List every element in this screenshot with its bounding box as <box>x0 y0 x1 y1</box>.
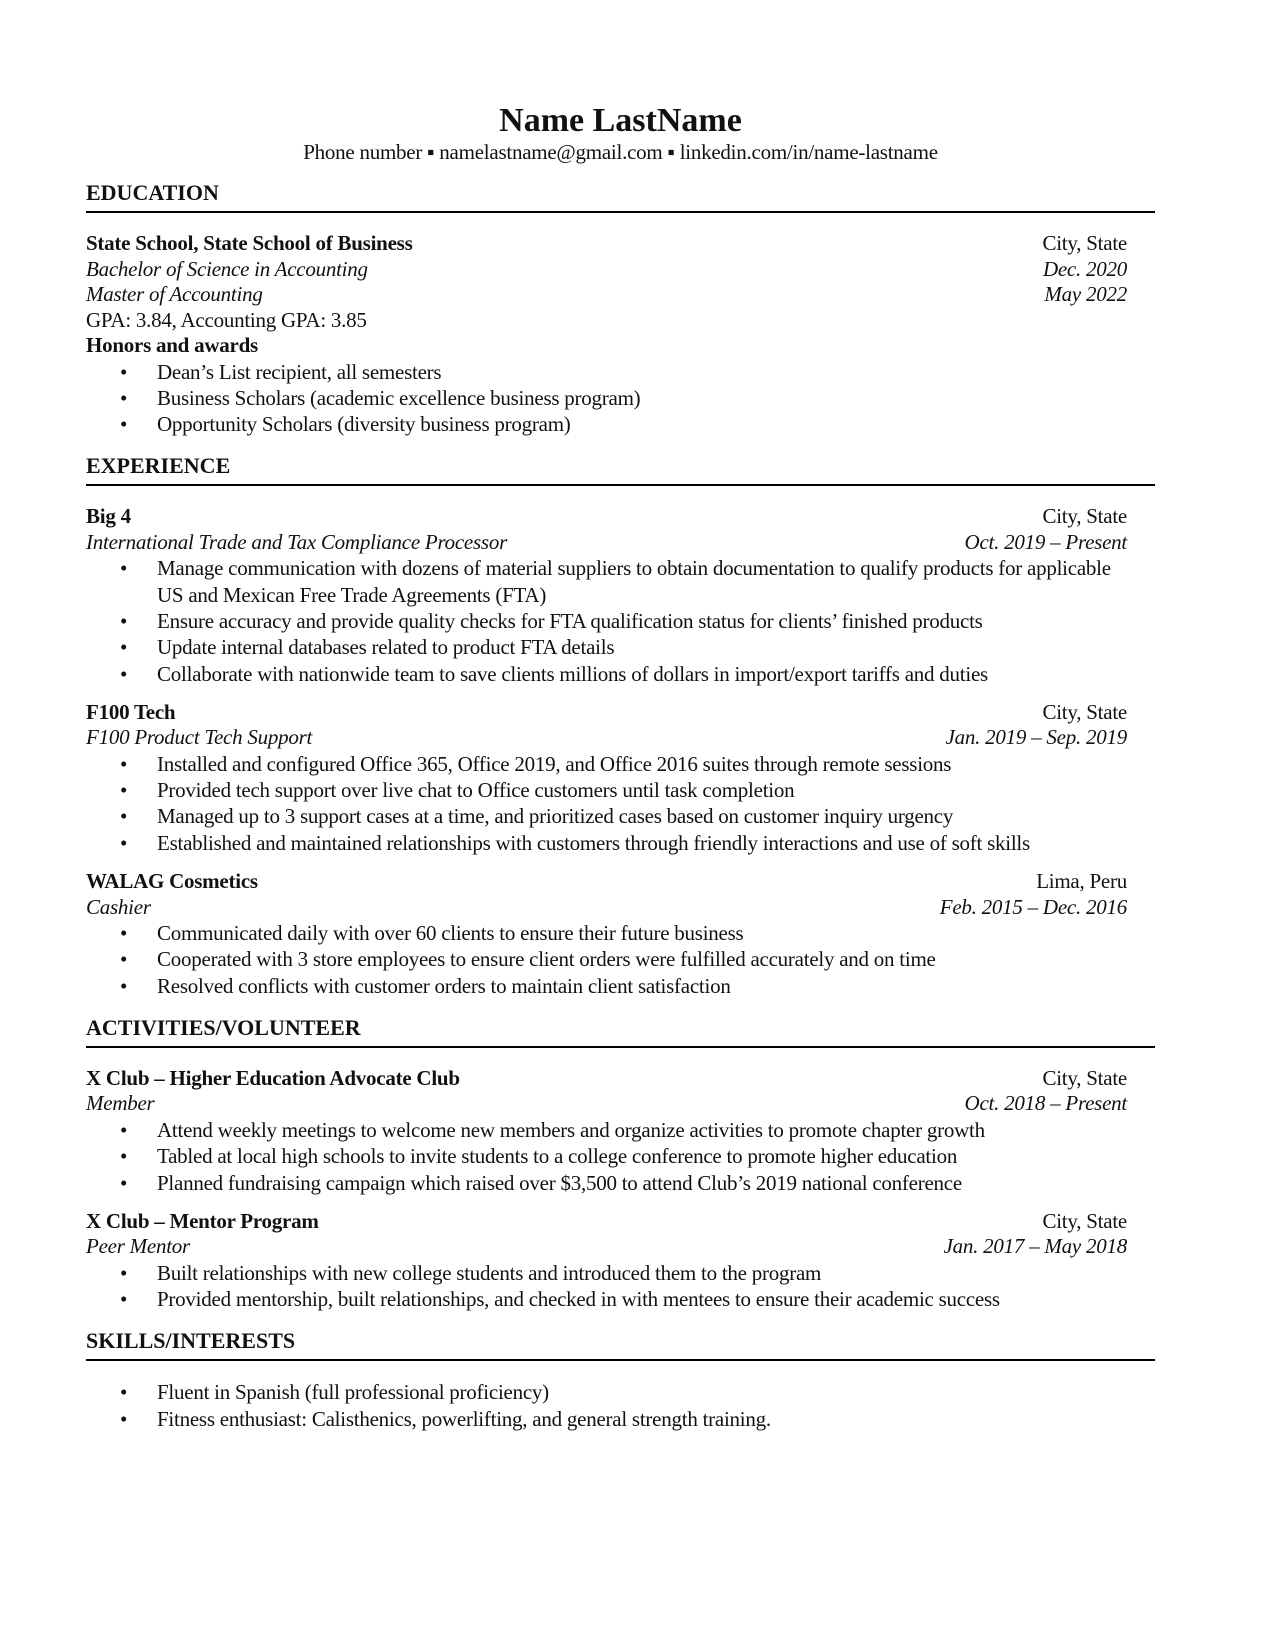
section-title: EDUCATION <box>86 180 219 205</box>
resume-section <box>86 178 1155 437</box>
bullet-item: • Collaborate with nationwide team to save clients millions of dollars in import/export tariffs and duties <box>86 661 1127 687</box>
entry-organization: Big 4 <box>86 504 131 529</box>
resume-page <box>86 100 1155 1445</box>
entry-detail: F100 Product Tech Support <box>86 725 313 750</box>
bullet-item: • Planned fundraising campaign which raised over $3,500 to attend Club’s 2019 national conference <box>86 1170 1127 1196</box>
bullet-item: • Communicated daily with over 60 clients to ensure their future business <box>86 920 1127 946</box>
bullet-list <box>86 920 1127 999</box>
bullet-list <box>86 751 1127 856</box>
entry-location: City, State <box>1042 1208 1127 1233</box>
bullet-item: • Ensure accuracy and provide quality checks for FTA qualification status for clients’ finished products <box>86 608 1127 634</box>
entry-detail: International Trade and Tax Compliance Processor <box>86 529 508 554</box>
entry-location: Lima, Peru <box>1036 869 1127 894</box>
entry-header <box>86 869 1127 895</box>
entry-detail-line <box>86 257 1127 283</box>
entry-detail-line <box>86 895 1127 921</box>
resume-entry <box>86 869 1127 999</box>
entry-date: Jan. 2019 – Sep. 2019 <box>945 725 1127 750</box>
entry-date: Oct. 2019 – Present <box>964 529 1127 554</box>
resume-entry <box>86 504 1127 686</box>
entry-detail: Peer Mentor <box>86 1234 190 1259</box>
entry-date: May 2022 <box>1044 282 1127 306</box>
bullet-list <box>86 555 1127 686</box>
entry-detail: Master of Accounting <box>86 282 263 306</box>
entry-location: City, State <box>1042 231 1127 255</box>
section-divider <box>86 1046 1155 1048</box>
entry-organization: X Club – Mentor Program <box>86 1208 319 1233</box>
bullet-item: • Installed and configured Office 365, Office 2019, and Office 2016 suites through remote sessions <box>86 751 1127 777</box>
bullet-item: • Opportunity Scholars (diversity business program) <box>86 411 1127 437</box>
bullet-item: • Fluent in Spanish (full professional proficiency) <box>86 1379 1127 1405</box>
entry-detail-line <box>86 333 1127 359</box>
entry-location: City, State <box>1042 504 1127 529</box>
bullet-list <box>86 1260 1127 1313</box>
resume-section <box>86 1013 1155 1312</box>
section-title: EXPERIENCE <box>86 453 231 479</box>
bullet-item: • Attend weekly meetings to welcome new members and organize activities to promote chapter growth <box>86 1117 1127 1143</box>
resume-sections <box>86 178 1155 1432</box>
entry-date: Oct. 2018 – Present <box>964 1091 1127 1116</box>
resume-section <box>86 1326 1155 1432</box>
bullet-item: • Business Scholars (academic excellence business program) <box>86 385 1127 411</box>
entry-location: City, State <box>1042 699 1127 724</box>
resume-entry <box>86 231 1127 437</box>
bullet-item: • Dean’s List recipient, all semesters <box>86 359 1127 385</box>
entry-detail-line <box>86 530 1127 556</box>
bullet-item: • Established and maintained relationships with customers through friendly interactions and use of soft skills <box>86 830 1127 856</box>
resume-entry <box>86 1379 1127 1432</box>
bullet-item: • Fitness enthusiast: Calisthenics, powerlifting, and general strength training. <box>86 1406 1127 1432</box>
bullet-item: • Cooperated with 3 store employees to ensure client orders were fulfilled accurately and on time <box>86 946 1127 972</box>
contact-line: Phone number ▪ namelastname@gmail.com ▪ linkedin.com/in/name-lastname <box>303 140 938 164</box>
bullet-list <box>86 1117 1127 1196</box>
bullet-item: • Provided mentorship, built relationships, and checked in with mentees to ensure their academic success <box>86 1286 1127 1312</box>
entry-organization: F100 Tech <box>86 699 176 724</box>
entry-detail-line <box>86 725 1127 751</box>
bullet-item: • Tabled at local high schools to invite students to a college conference to promote higher education <box>86 1143 1127 1169</box>
entry-header <box>86 504 1127 530</box>
entry-date: Dec. 2020 <box>1042 256 1127 281</box>
entry-date: Jan. 2017 – May 2018 <box>943 1234 1127 1259</box>
section-title: ACTIVITIES/VOLUNTEER <box>86 1014 361 1040</box>
resume-section <box>86 451 1155 999</box>
bullet-item: • Provided tech support over live chat to Office customers until task completion <box>86 777 1127 803</box>
resume-entry <box>86 1066 1127 1196</box>
bullet-item: • Managed up to 3 support cases at a time, and prioritized cases based on customer inquiry urgency <box>86 803 1127 829</box>
candidate-name: Name LastName <box>499 102 742 139</box>
bullet-item: • Manage communication with dozens of material suppliers to obtain documentation to qualify products for applicable US and Mexican Free Trade Agreements (FTA) <box>86 555 1127 608</box>
bullet-list <box>86 1379 1127 1432</box>
entry-detail-line <box>86 1091 1127 1117</box>
entry-date: Feb. 2015 – Dec. 2016 <box>939 894 1127 919</box>
entry-header <box>86 700 1127 726</box>
resume-entry <box>86 1209 1127 1313</box>
section-divider <box>86 1359 1155 1361</box>
entry-organization: WALAG Cosmetics <box>86 869 258 894</box>
entry-detail: Honors and awards <box>86 333 258 357</box>
entry-location: City, State <box>1042 1065 1127 1090</box>
bullet-item: • Resolved conflicts with customer orders to maintain client satisfaction <box>86 973 1127 999</box>
entry-header <box>86 231 1127 257</box>
resume-entry <box>86 700 1127 856</box>
entry-organization: X Club – Higher Education Advocate Club <box>86 1065 460 1090</box>
bullet-item: • Update internal databases related to product FTA details <box>86 634 1127 660</box>
entry-detail: Bachelor of Science in Accounting <box>86 256 368 281</box>
entry-detail: Cashier <box>86 894 151 919</box>
section-divider <box>86 484 1155 486</box>
entry-detail-line <box>86 1234 1127 1260</box>
entry-detail-line <box>86 282 1127 308</box>
entry-header <box>86 1066 1127 1092</box>
section-title: SKILLS/INTERESTS <box>86 1328 296 1354</box>
entry-detail: Member <box>86 1091 155 1116</box>
entry-header <box>86 1209 1127 1235</box>
entry-detail-line <box>86 308 1127 334</box>
section-divider <box>86 211 1155 213</box>
bullet-item: • Built relationships with new college students and introduced them to the program <box>86 1260 1127 1286</box>
entry-organization: State School, State School of Business <box>86 231 413 255</box>
entry-detail: GPA: 3.84, Accounting GPA: 3.85 <box>86 307 367 332</box>
bullet-list <box>86 359 1127 438</box>
